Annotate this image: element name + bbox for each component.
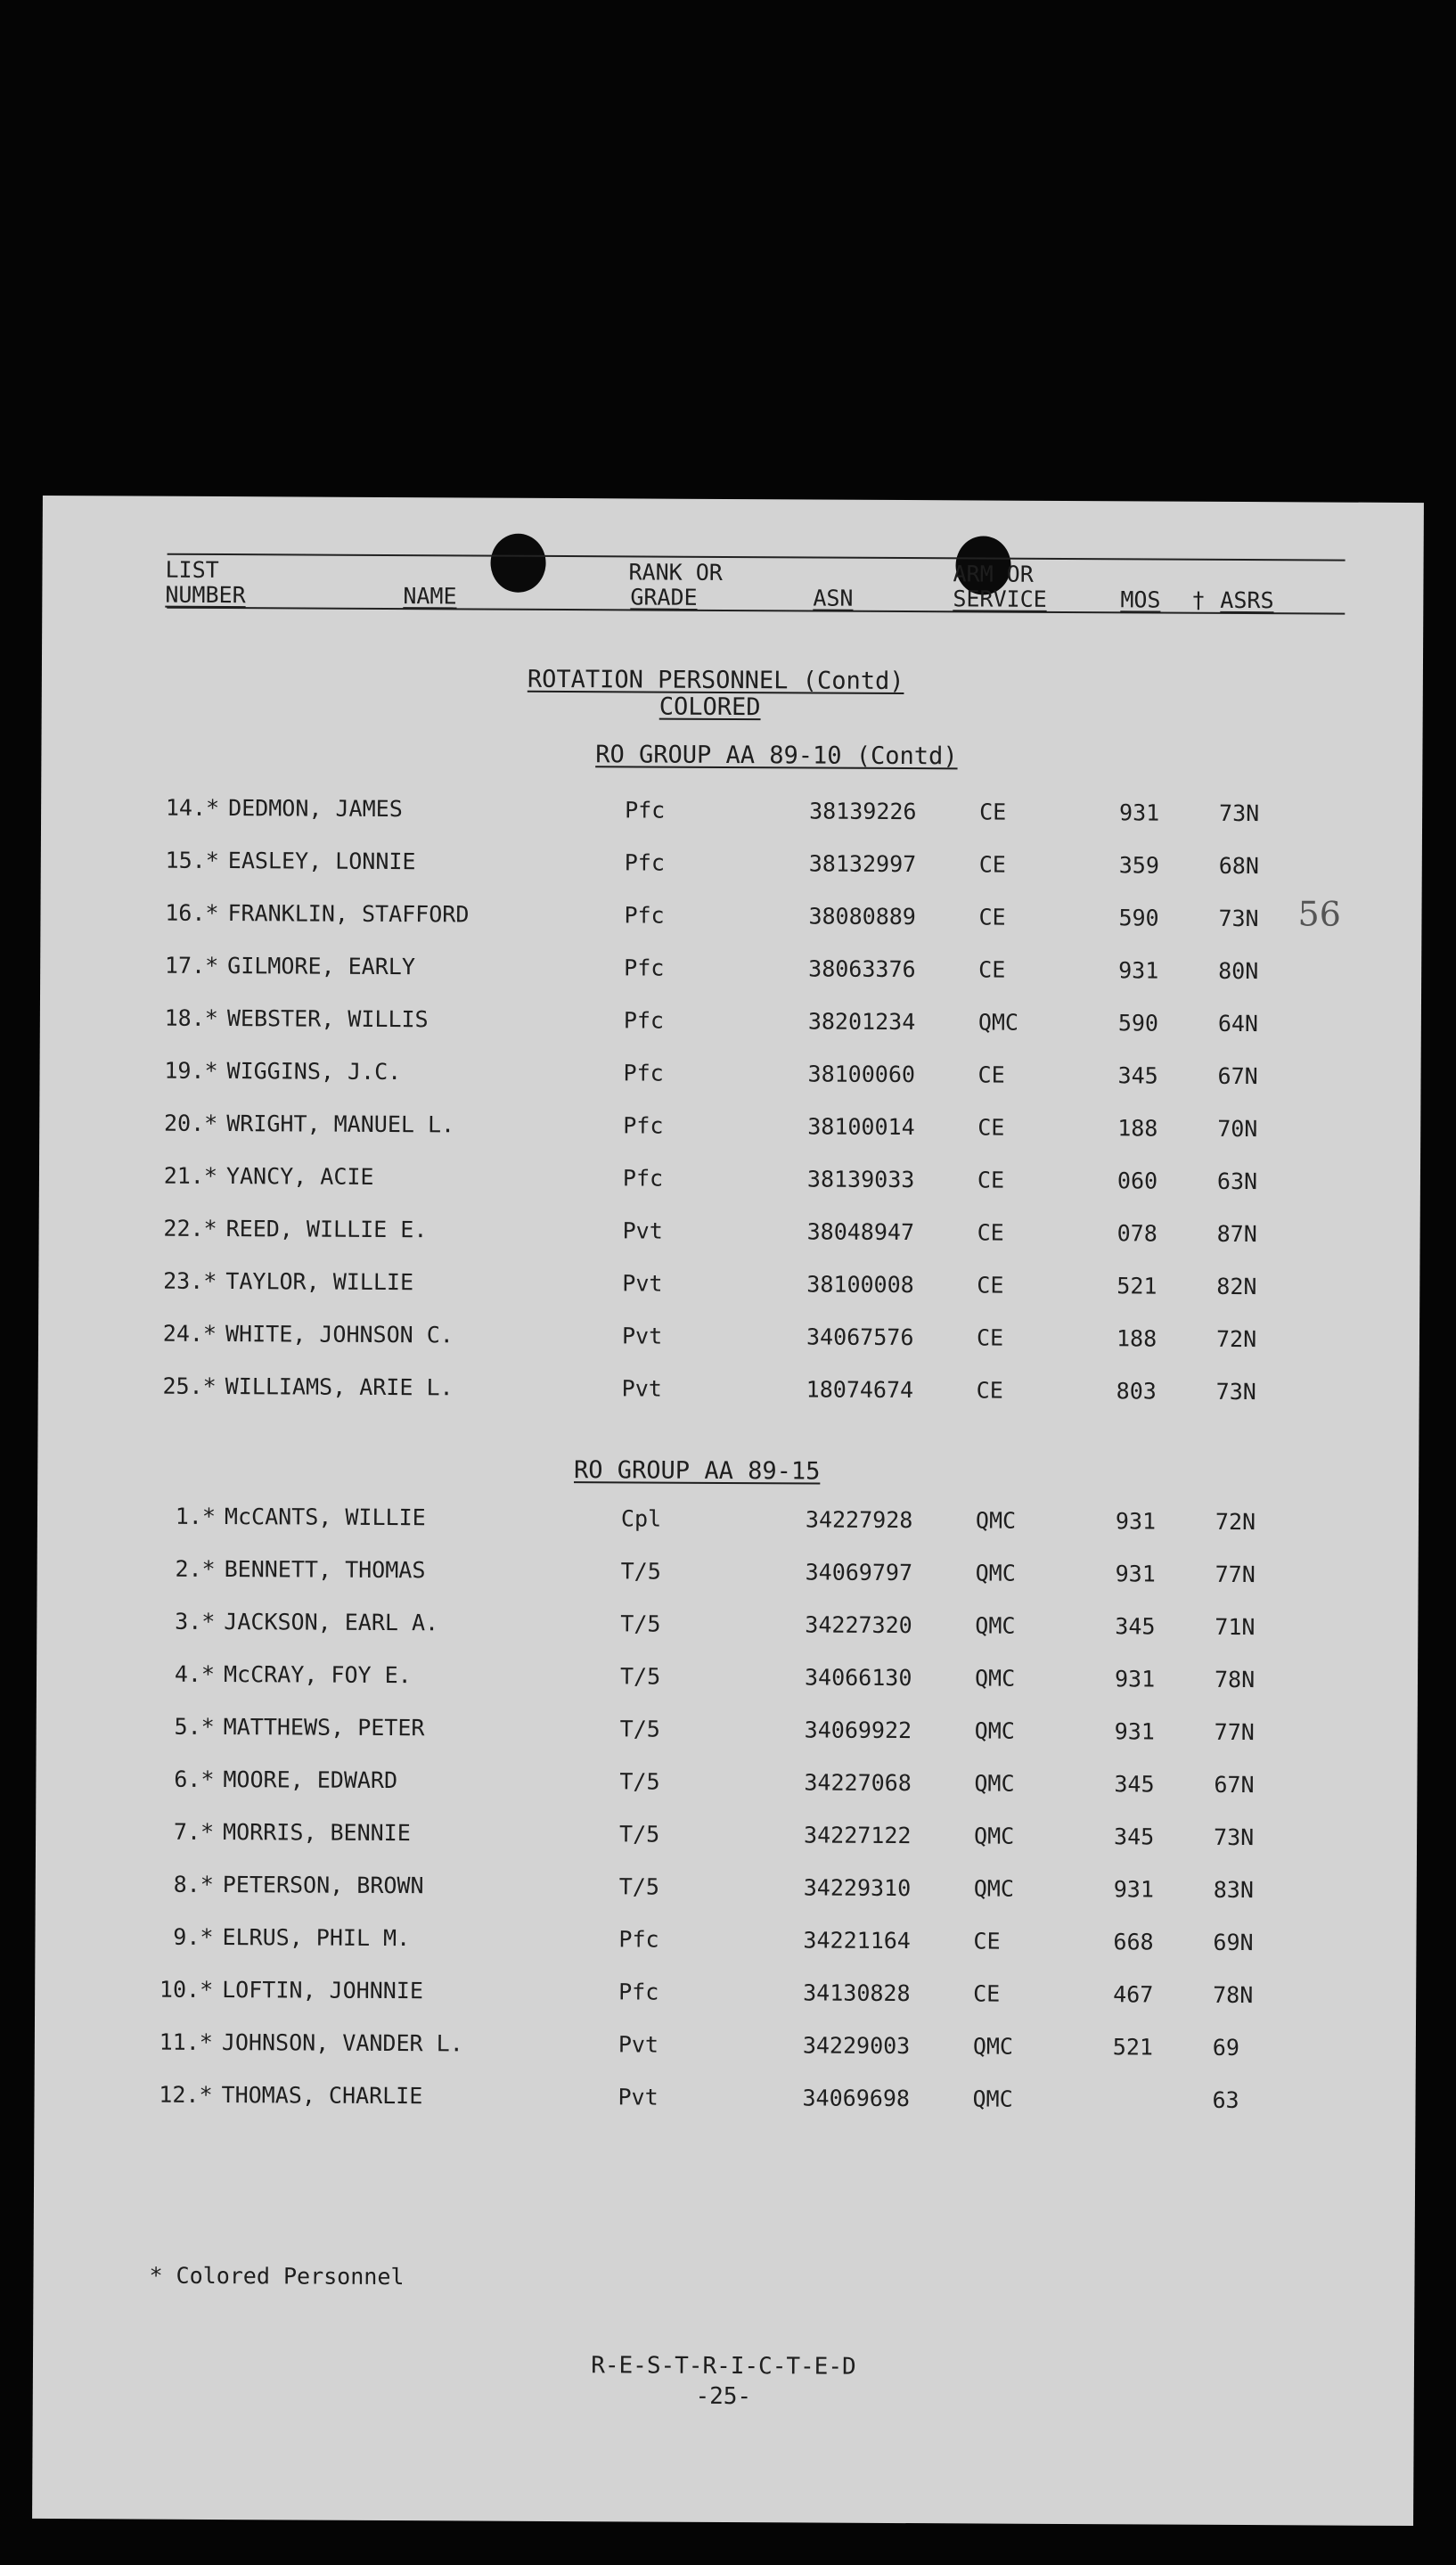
page-title: ROTATION PERSONNEL (Contd) (527, 665, 904, 696)
table-row (38, 1368, 1419, 1411)
row-asrs: 82N (1216, 1273, 1257, 1300)
page-number: -25- (695, 2382, 752, 2411)
table-row (37, 1709, 1418, 1751)
row-number: 15.* (165, 847, 219, 873)
row-grade: Pfc (624, 849, 666, 876)
table-row (40, 947, 1421, 990)
col-list-label: LIST (165, 556, 219, 583)
table-row (39, 1210, 1420, 1253)
row-number: 12.* (159, 2081, 213, 2108)
row-service: CE (977, 1167, 1005, 1193)
row-name: MORRIS, BENNIE (223, 1819, 411, 1847)
row-service: QMC (973, 1875, 1015, 1902)
row-mos: 931 (1115, 1508, 1157, 1535)
row-asn: 38132997 (808, 850, 917, 878)
table-row (39, 1053, 1420, 1095)
table-row (37, 1603, 1418, 1646)
row-asrs: 83N (1213, 1876, 1255, 1904)
row-grade: Pfc (618, 1926, 659, 1953)
row-name: ELRUS, PHIL M. (222, 1924, 411, 1952)
row-name: JOHNSON, VANDER L. (221, 2029, 463, 2057)
row-service: CE (977, 1061, 1005, 1088)
row-number: 18.* (164, 1004, 218, 1031)
row-number: 22.* (163, 1215, 217, 1242)
row-asn: 34227320 (805, 1611, 912, 1639)
row-number: 19.* (164, 1057, 218, 1084)
row-service: CE (978, 851, 1006, 878)
restricted-marking: R-E-S-T-R-I-C-T-E-D (591, 2352, 856, 2381)
row-grade: T/5 (619, 1716, 660, 1742)
row-name: GILMORE, EARLY (227, 953, 415, 980)
row-number: 14.* (165, 794, 220, 821)
row-grade: Pvt (621, 1323, 663, 1349)
table-row (35, 1919, 1416, 1962)
group-heading-1: RO GROUP AA 89-10 (Contd) (595, 741, 958, 771)
page-subtitle: COLORED (658, 692, 761, 722)
row-mos: 521 (1117, 1273, 1157, 1299)
row-service: CE (979, 799, 1007, 825)
row-service: QMC (972, 2086, 1013, 2112)
table-row (38, 1263, 1419, 1306)
row-asrs: 72N (1215, 1508, 1256, 1536)
col-asn-label: ASN (813, 585, 854, 611)
row-service: CE (978, 956, 1006, 983)
row-service: QMC (972, 2033, 1014, 2060)
row-name: WIGGINS, J.C. (226, 1058, 402, 1086)
row-asrs: 64N (1217, 1010, 1259, 1037)
row-asrs: 78N (1214, 1666, 1256, 1693)
col-rank-label: RANK OR (628, 559, 723, 586)
row-mos: 803 (1116, 1378, 1157, 1405)
row-name: YANCY, ACIE (225, 1163, 374, 1190)
table-row (36, 1761, 1417, 1804)
row-mos: 521 (1112, 2034, 1154, 2061)
row-service: QMC (974, 1717, 1015, 1744)
row-grade: Pfc (625, 797, 666, 824)
row-mos: 345 (1114, 1771, 1155, 1798)
row-grade: Pfc (622, 1165, 664, 1192)
row-asrs: 72N (1215, 1325, 1257, 1353)
row-number: 4.* (174, 1660, 216, 1687)
row-service: QMC (974, 1823, 1015, 1849)
table-row (41, 842, 1422, 885)
row-number: 20.* (163, 1110, 218, 1136)
row-asn: 34066130 (804, 1664, 912, 1692)
row-asn: 38100060 (807, 1061, 916, 1088)
row-name: PETERSON, BROWN (222, 1872, 424, 1899)
row-asrs: 73N (1214, 1823, 1255, 1851)
row-number: 1.* (175, 1503, 217, 1529)
row-mos: 668 (1113, 1929, 1154, 1955)
table-row (34, 2077, 1415, 2119)
col-name-label: NAME (403, 583, 457, 610)
row-name: LOFTIN, JOHNNIE (222, 1977, 424, 2004)
row-mos: 590 (1117, 1010, 1159, 1037)
row-number: 23.* (163, 1267, 217, 1294)
row-number: 16.* (165, 899, 219, 926)
column-header (43, 496, 1424, 614)
row-mos: 931 (1114, 1666, 1156, 1692)
row-mos: 359 (1118, 852, 1160, 879)
col-mark-label: † (1191, 586, 1206, 613)
row-name: BENNETT, THOMAS (224, 1556, 426, 1584)
row-name: THOMAS, CHARLIE (221, 2082, 423, 2110)
col-mos-label: MOS (1120, 586, 1161, 613)
row-asn: 34227122 (804, 1822, 912, 1849)
row-asrs: 67N (1217, 1062, 1258, 1090)
row-service: QMC (975, 1560, 1016, 1586)
row-asn: 34221164 (803, 1927, 911, 1954)
row-mos: 931 (1118, 957, 1159, 984)
row-grade: Pfc (623, 1060, 664, 1086)
row-service: CE (976, 1377, 1003, 1404)
row-asn: 38139033 (806, 1166, 915, 1193)
row-service: CE (977, 1114, 1005, 1141)
row-grade: Pfc (618, 1979, 659, 2005)
row-name: EASLEY, LONNIE (227, 848, 416, 875)
row-mos: 590 (1118, 905, 1159, 931)
row-number: 6.* (174, 1766, 215, 1792)
col-arm-label: ARM OR (953, 561, 1034, 587)
row-asn: 34067576 (806, 1323, 914, 1351)
row-service: QMC (974, 1665, 1016, 1692)
row-number: 25.* (162, 1373, 217, 1399)
col-number-label: NUMBER (165, 581, 246, 609)
row-asn: 38201234 (807, 1008, 916, 1036)
row-name: MOORE, EDWARD (223, 1766, 398, 1794)
row-asn: 34227068 (804, 1769, 912, 1797)
row-number: 3.* (175, 1608, 216, 1635)
row-mos: 345 (1115, 1613, 1156, 1640)
table-row (37, 1498, 1419, 1541)
row-mos: 345 (1117, 1062, 1158, 1089)
row-number: 9.* (173, 1923, 214, 1950)
table-row (35, 1971, 1416, 2014)
row-service: QMC (977, 1009, 1019, 1036)
row-asrs: 71N (1215, 1613, 1256, 1641)
row-name: McCANTS, WILLIE (224, 1504, 426, 1531)
row-mos: 931 (1119, 799, 1160, 826)
col-asrs-label: ASRS (1220, 586, 1274, 614)
row-asn: 38100014 (807, 1113, 915, 1141)
row-asrs: 69 (1212, 2034, 1240, 2061)
row-grade: T/5 (620, 1610, 661, 1637)
row-number: 2.* (175, 1555, 216, 1582)
row-service: CE (977, 1219, 1004, 1246)
row-asn: 38063376 (808, 955, 916, 983)
table-row (36, 1866, 1417, 1909)
table-row (41, 790, 1422, 832)
row-service: QMC (974, 1770, 1015, 1797)
row-asn: 34130828 (803, 1979, 911, 2007)
row-grade: Pvt (618, 2031, 659, 2058)
row-mos: 060 (1117, 1168, 1158, 1194)
row-asn: 34069698 (802, 2085, 911, 2112)
row-name: WHITE, JOHNSON C. (225, 1321, 454, 1348)
row-name: WILLIAMS, ARIE L. (225, 1373, 454, 1401)
table-row (36, 1814, 1417, 1856)
row-mos: 931 (1113, 1876, 1155, 1903)
row-mos: 931 (1115, 1561, 1156, 1587)
row-number: 7.* (173, 1818, 215, 1845)
table-row (37, 1551, 1419, 1594)
row-grade: Pfc (623, 1112, 664, 1139)
row-number: 10.* (159, 1976, 214, 2003)
row-grade: T/5 (619, 1663, 661, 1690)
row-asrs: 78N (1213, 1981, 1254, 2009)
row-number: 21.* (163, 1162, 218, 1189)
row-name: WEBSTER, WILLIS (226, 1005, 429, 1033)
margin-page-number: 56 (1297, 894, 1341, 934)
row-asn: 34227928 (805, 1506, 913, 1534)
row-asrs: 73N (1215, 1378, 1256, 1405)
row-asrs: 73N (1218, 905, 1259, 932)
header-top-rule (168, 553, 1346, 561)
row-name: MATTHEWS, PETER (223, 1714, 425, 1741)
row-asn: 38080889 (808, 903, 916, 930)
row-asn: 18074674 (806, 1376, 914, 1404)
header-bottom-rule (167, 607, 1345, 615)
row-number: 17.* (164, 952, 219, 979)
table-row (40, 895, 1421, 938)
row-number: 11.* (159, 2028, 213, 2055)
row-mos: 078 (1117, 1220, 1157, 1247)
row-name: TAYLOR, WILLIE (225, 1268, 414, 1296)
row-name: FRANKLIN, STAFFORD (227, 900, 470, 928)
table-row (35, 2024, 1416, 2067)
row-mos: 931 (1114, 1718, 1155, 1745)
row-asn: 34069922 (804, 1717, 912, 1744)
row-grade: T/5 (619, 1821, 660, 1848)
document-page (32, 496, 1424, 2526)
row-asrs: 68N (1218, 852, 1260, 880)
row-asrs: 67N (1214, 1771, 1255, 1799)
row-asn: 38139226 (809, 798, 917, 825)
row-asrs: 87N (1216, 1220, 1257, 1248)
row-service: QMC (975, 1507, 1017, 1534)
row-name: DEDMON, JAMES (228, 795, 403, 823)
row-asn: 34069797 (805, 1559, 913, 1586)
punch-hole-left (490, 534, 545, 593)
row-grade: Pvt (621, 1375, 662, 1402)
row-asrs: 63 (1212, 2086, 1239, 2114)
row-asn: 34229003 (802, 2032, 911, 2060)
row-name: McCRAY, FOY E. (223, 1661, 412, 1689)
row-asrs: 73N (1219, 799, 1260, 827)
row-asn: 38048947 (806, 1218, 915, 1246)
col-service-label: SERVICE (953, 586, 1047, 612)
row-grade: Cpl (620, 1505, 662, 1532)
row-grade: T/5 (618, 1873, 660, 1900)
table-row (39, 1105, 1420, 1148)
row-name: WRIGHT, MANUEL L. (226, 1110, 455, 1138)
table-row (38, 1315, 1419, 1358)
row-number: 24.* (162, 1320, 217, 1347)
table-row (40, 1000, 1421, 1043)
col-grade-label: GRADE (630, 584, 698, 611)
row-grade: Pfc (623, 1007, 665, 1034)
row-grade: T/5 (620, 1558, 661, 1585)
row-grade: Pvt (618, 2084, 658, 2110)
row-service: CE (976, 1324, 1004, 1351)
row-number: 8.* (173, 1871, 214, 1897)
row-service: CE (973, 1980, 1001, 2007)
row-asn: 38100008 (806, 1271, 914, 1299)
row-asrs: 77N (1214, 1718, 1255, 1746)
row-number: 5.* (174, 1713, 215, 1740)
row-name: JACKSON, EARL A. (224, 1609, 439, 1636)
row-grade: T/5 (619, 1768, 660, 1795)
row-mos: 345 (1114, 1823, 1155, 1850)
row-service: CE (973, 1928, 1001, 1954)
row-grade: Pvt (622, 1217, 663, 1244)
table-row (39, 1158, 1420, 1201)
row-asrs: 69N (1213, 1929, 1254, 1956)
row-service: CE (977, 1272, 1004, 1299)
row-name: REED, WILLIE E. (225, 1216, 428, 1243)
row-grade: Pfc (624, 902, 665, 929)
row-service: QMC (975, 1612, 1016, 1639)
row-asrs: 77N (1215, 1561, 1256, 1588)
group-heading-2: RO GROUP AA 89-15 (573, 1456, 821, 1486)
row-mos: 188 (1117, 1115, 1158, 1142)
row-asrs: 63N (1216, 1168, 1258, 1195)
row-mos: 467 (1113, 1981, 1154, 2008)
row-grade: Pfc (624, 955, 665, 981)
footnote: * Colored Personnel (149, 2262, 405, 2290)
row-asn: 34229310 (803, 1874, 912, 1902)
row-grade: Pvt (622, 1270, 663, 1297)
table-row (37, 1656, 1418, 1699)
row-asrs: 70N (1217, 1115, 1258, 1143)
row-asrs: 80N (1218, 957, 1259, 985)
row-service: CE (978, 904, 1006, 930)
row-mos: 188 (1116, 1325, 1157, 1352)
